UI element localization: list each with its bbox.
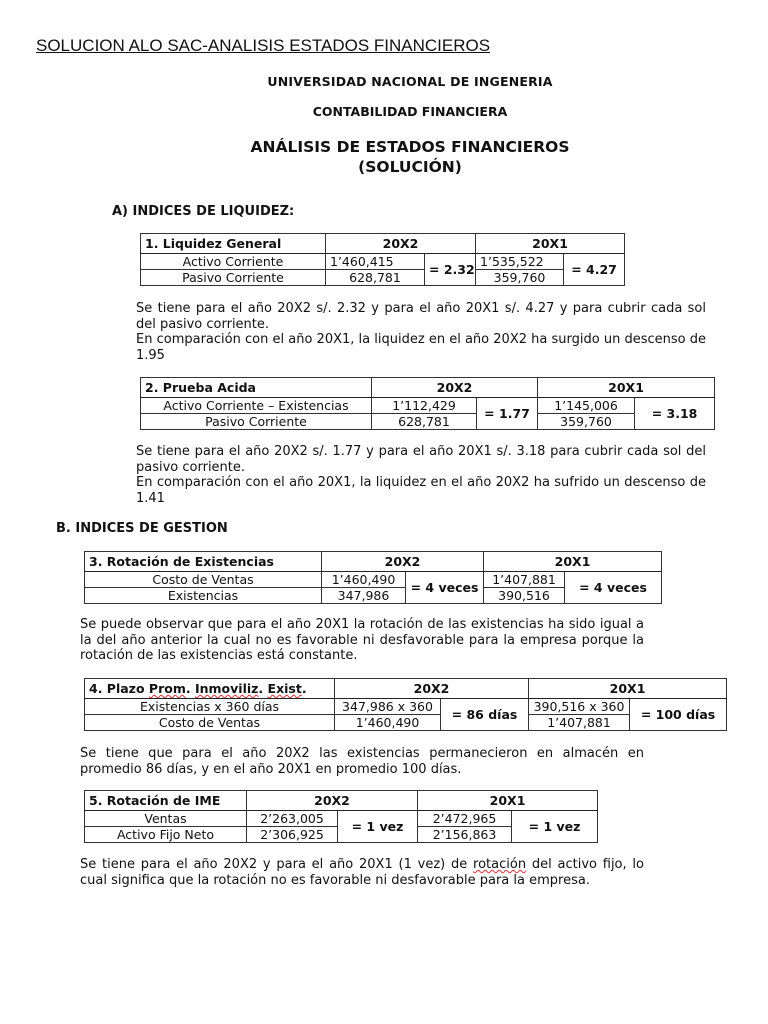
year-header: 20X1 bbox=[476, 234, 625, 254]
numerator-label: Activo Corriente bbox=[141, 254, 326, 270]
ratio-table-prueba-acida bbox=[140, 377, 715, 430]
title-part: 4. Plazo bbox=[89, 681, 149, 696]
paragraph-text: Se puede observar que para el año 20X1 la rotación de las existencias ha sido igual a la del año anterior la cual no es favorable ni desfavorable para la empresa porque la rotación de las existencias está constante. bbox=[80, 617, 644, 663]
text-span: rotación bbox=[473, 857, 527, 872]
main-title-line2: (SOLUCIÓN) bbox=[358, 158, 462, 176]
paragraph-rotacion-existencias bbox=[80, 617, 644, 664]
denominator-value: 2’156,863 bbox=[418, 827, 512, 843]
table-header-row bbox=[141, 378, 715, 398]
denominator-value: 1’407,881 bbox=[529, 715, 630, 731]
year-header: 20X1 bbox=[538, 378, 715, 398]
title-part: Exist bbox=[267, 681, 302, 696]
table-header-row bbox=[85, 791, 598, 811]
ratio-table-rotacion-existencias bbox=[84, 551, 662, 604]
table-row bbox=[85, 699, 727, 715]
year-header: 20X1 bbox=[418, 791, 598, 811]
ratio-result: = 2.32 bbox=[425, 254, 476, 286]
ratio-title: 3. Rotación de Existencias bbox=[85, 552, 322, 572]
denominator-value: 2’306,925 bbox=[247, 827, 338, 843]
text-span: Se tiene para el año 20X2 y para el año 20X1 (1 vez) de bbox=[80, 857, 474, 872]
table-header-row bbox=[141, 234, 625, 254]
title-part: . bbox=[258, 681, 268, 696]
denominator-value: 347,986 bbox=[322, 588, 406, 604]
ratio-result: = 1.77 bbox=[477, 398, 538, 430]
ratio-result: = 4 veces bbox=[565, 572, 662, 604]
numerator-value: 1’460,490 bbox=[322, 572, 406, 588]
denominator-value: 359,760 bbox=[476, 270, 564, 286]
year-header: 20X2 bbox=[322, 552, 484, 572]
numerator-label: Ventas bbox=[85, 811, 247, 827]
denominator-value: 1’460,490 bbox=[335, 715, 441, 731]
title-part: Prom bbox=[148, 681, 186, 696]
document-title: SOLUCION ALO SAC-ANALISIS ESTADOS FINANCIEROS bbox=[36, 36, 491, 55]
numerator-value: 2’263,005 bbox=[247, 811, 338, 827]
paragraph-text: En comparación con el año 20X1, la liquidez en el año 20X2 ha surgido un descenso de 1.95 bbox=[136, 332, 706, 363]
paragraph-liquidez-general bbox=[136, 301, 706, 363]
paragraph-text: Se tiene para el año 20X2 s/. 1.77 y para el año 20X1 s/. 3.18 para cubrir cada sol del pasivo corriente. bbox=[136, 444, 706, 475]
denominator-label: Pasivo Corriente bbox=[141, 270, 326, 286]
denominator-value: 628,781 bbox=[326, 270, 425, 286]
ratio-table-liquidez-general bbox=[140, 233, 625, 286]
numerator-value: 1’460,415 bbox=[326, 254, 425, 270]
ratio-result: = 3.18 bbox=[635, 398, 715, 430]
numerator-value: 347,986 x 360 bbox=[335, 699, 441, 715]
paragraph-rotacion-ime bbox=[80, 857, 644, 888]
table-row bbox=[141, 270, 625, 286]
text-span: del activo fijo, lo cual significa que la rotación no es favorable ni desfavorable para la empresa. bbox=[80, 857, 644, 888]
ratio-title: 2. Prueba Acida bbox=[141, 378, 372, 398]
ratio-result: = 4.27 bbox=[564, 254, 625, 286]
denominator-value: 390,516 bbox=[484, 588, 565, 604]
table-row bbox=[141, 398, 715, 414]
table-row bbox=[141, 254, 625, 270]
numerator-label: Existencias x 360 días bbox=[85, 699, 335, 715]
main-title bbox=[0, 137, 768, 177]
title-part: . bbox=[301, 681, 307, 696]
paragraph-plazo-inmovilizacion bbox=[80, 746, 644, 777]
year-header: 20X2 bbox=[326, 234, 476, 254]
denominator-value: 359,760 bbox=[538, 414, 635, 430]
numerator-value: 1’112,429 bbox=[372, 398, 477, 414]
paragraph-text bbox=[80, 857, 644, 888]
paragraph-text: Se tiene para el año 20X2 s/. 2.32 y para el año 20X1 s/. 4.27 y para cubrir cada sol del pasivo corriente. bbox=[136, 301, 706, 332]
numerator-value: 390,516 x 360 bbox=[529, 699, 630, 715]
numerator-value: 1’407,881 bbox=[484, 572, 565, 588]
table-row bbox=[141, 414, 715, 430]
numerator-value: 1’145,006 bbox=[538, 398, 635, 414]
ratio-result: = 100 días bbox=[630, 699, 727, 731]
denominator-label: Activo Fijo Neto bbox=[85, 827, 247, 843]
denominator-value: 628,781 bbox=[372, 414, 477, 430]
title-part: . bbox=[185, 681, 195, 696]
paragraph-text: En comparación con el año 20X1, la liquidez en el año 20X2 ha sufrido un descenso de 1.41 bbox=[136, 475, 706, 506]
denominator-label: Pasivo Corriente bbox=[141, 414, 372, 430]
course-heading: CONTABILIDAD FINANCIERA bbox=[312, 104, 508, 119]
year-header: 20X1 bbox=[484, 552, 662, 572]
ratio-table-plazo-inmovilizacion bbox=[84, 678, 727, 731]
paragraph-prueba-acida bbox=[136, 444, 706, 506]
denominator-label: Costo de Ventas bbox=[85, 715, 335, 731]
table-row bbox=[85, 811, 598, 827]
year-header: 20X2 bbox=[372, 378, 538, 398]
university-heading: UNIVERSIDAD NACIONAL DE INGENERIA bbox=[267, 74, 553, 89]
table-header-row bbox=[85, 679, 727, 699]
ratio-title bbox=[85, 679, 335, 699]
numerator-value: 1’535,522 bbox=[476, 254, 564, 270]
numerator-label: Activo Corriente – Existencias bbox=[141, 398, 372, 414]
paragraph-text: Se tiene que para el año 20X2 las existencias permanecieron en almacén en promedio 86 días, y en el año 20X1 en promedio 100 días. bbox=[80, 746, 644, 777]
table-header-row bbox=[85, 552, 662, 572]
numerator-label: Costo de Ventas bbox=[85, 572, 322, 588]
section-a-heading: A) INDICES DE LIQUIDEZ: bbox=[112, 204, 295, 219]
main-title-line1: ANÁLISIS DE ESTADOS FINANCIEROS bbox=[250, 138, 570, 156]
year-header: 20X2 bbox=[335, 679, 529, 699]
ratio-title: 1. Liquidez General bbox=[141, 234, 326, 254]
ratio-title: 5. Rotación de IME bbox=[85, 791, 247, 811]
ratio-result: = 1 vez bbox=[338, 811, 418, 843]
title-part: Inmoviliz bbox=[194, 681, 259, 696]
year-header: 20X1 bbox=[529, 679, 727, 699]
numerator-value: 2’472,965 bbox=[418, 811, 512, 827]
section-b-heading: B. INDICES DE GESTION bbox=[56, 521, 228, 536]
ratio-result: = 4 veces bbox=[406, 572, 484, 604]
table-row bbox=[85, 572, 662, 588]
ratio-result: = 1 vez bbox=[512, 811, 598, 843]
year-header: 20X2 bbox=[247, 791, 418, 811]
ratio-table-rotacion-ime bbox=[84, 790, 598, 843]
ratio-result: = 86 días bbox=[441, 699, 529, 731]
denominator-label: Existencias bbox=[85, 588, 322, 604]
